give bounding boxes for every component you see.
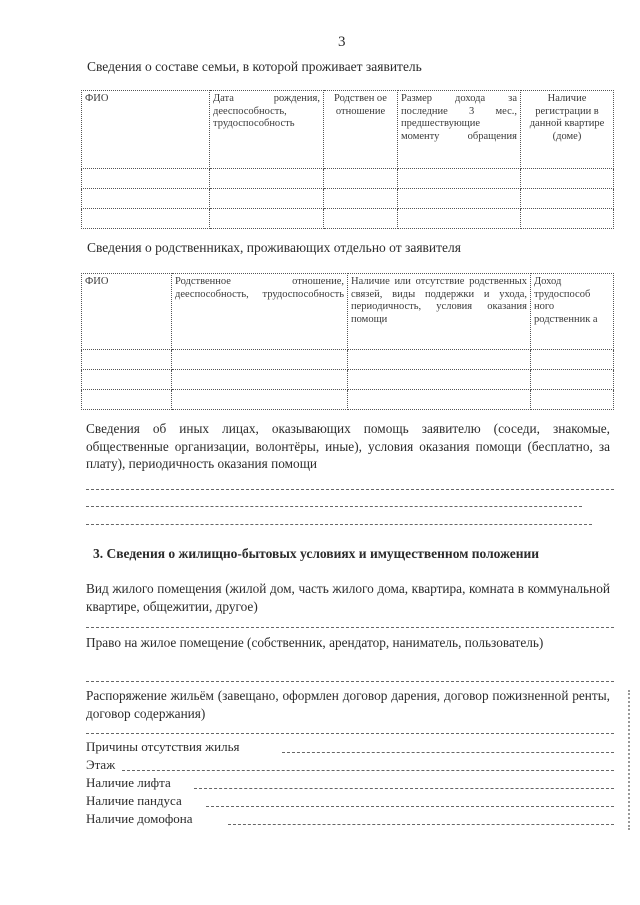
table-cell[interactable]: [398, 169, 521, 189]
table-cell[interactable]: [82, 390, 172, 410]
intercom-input[interactable]: [228, 824, 614, 825]
table-cell[interactable]: [82, 350, 172, 370]
relatives-table: [81, 273, 614, 410]
table-cell[interactable]: [82, 189, 210, 209]
relatives-header-relation: Родственное отношение, дееспособность, трудоспособность: [172, 274, 348, 350]
table-cell[interactable]: [210, 169, 324, 189]
scan-edge-mark: [628, 690, 632, 830]
table-cell[interactable]: [348, 390, 531, 410]
table-cell[interactable]: [324, 209, 398, 229]
others-answer-line-1[interactable]: [86, 489, 614, 490]
table-cell[interactable]: [324, 189, 398, 209]
table-row: [82, 350, 614, 370]
housing-section-title: 3. Сведения о жилищно-бытовых условиях и имущественном положении: [93, 546, 540, 561]
table-cell[interactable]: [172, 390, 348, 410]
table-cell[interactable]: [398, 209, 521, 229]
floor-input[interactable]: [122, 770, 614, 771]
table-cell[interactable]: [82, 169, 210, 189]
table-cell[interactable]: [324, 169, 398, 189]
family-table-header-row: [82, 91, 614, 169]
relatives-header-income: Доход трудоспособ ного родственник а: [531, 274, 614, 350]
family-header-registration: Наличие регистрации в данной квартире (доме): [521, 91, 614, 169]
page-number: 3: [338, 34, 346, 50]
others-section-text: Сведения об иных лицах, оказывающих помощь заявителю (соседи, знакомые, общественные организации, волонтёры, иные), условия оказания помощи (бесплатно, за плату), периодичность оказания помощи: [86, 421, 610, 471]
field-label-no-housing-reason: Причины отсутствия жилья: [86, 739, 240, 754]
housing-disposal-text: Распоряжение жильём (завещано, оформлен договор дарения, договор пожизненной ренты, договор содержания): [86, 688, 610, 721]
table-cell[interactable]: [348, 350, 531, 370]
relatives-table-header-row: [82, 274, 614, 350]
table-row: [82, 390, 614, 410]
field-label-ramp: Наличие пандуса: [86, 793, 182, 808]
family-header-fio: ФИО: [82, 91, 210, 169]
table-cell[interactable]: [398, 189, 521, 209]
housing-disposal-answer-line[interactable]: [86, 733, 614, 734]
table-cell[interactable]: [521, 169, 614, 189]
table-cell[interactable]: [521, 209, 614, 229]
family-header-birth: Дата рождения, дееспособность, трудоспособность: [210, 91, 324, 169]
housing-type-text: Вид жилого помещения (жилой дом, часть жилого дома, квартира, комната в коммунальной квартире, общежитии, другое): [86, 581, 610, 614]
housing-right-answer-line[interactable]: [86, 681, 614, 682]
housing-right-text: Право на жилое помещение (собственник, арендатор, наниматель, пользователь): [86, 635, 544, 650]
table-cell[interactable]: [82, 370, 172, 390]
table-cell[interactable]: [210, 209, 324, 229]
table-row: [82, 189, 614, 209]
table-row: [82, 209, 614, 229]
table-cell[interactable]: [172, 350, 348, 370]
table-cell[interactable]: [531, 370, 614, 390]
no-housing-reason-input[interactable]: [282, 752, 614, 753]
others-answer-line-2[interactable]: [86, 506, 582, 507]
relatives-header-fio: ФИО: [82, 274, 172, 350]
ramp-input[interactable]: [206, 806, 614, 807]
family-section-title: Сведения о составе семьи, в которой проживает заявитель: [87, 59, 422, 74]
field-label-floor: Этаж: [86, 757, 116, 772]
table-cell[interactable]: [521, 189, 614, 209]
table-row: [82, 370, 614, 390]
relatives-header-support: Наличие или отсутствие родственных связей, виды поддержки и ухода, периодичность, условия оказания помощи: [348, 274, 531, 350]
table-cell[interactable]: [531, 390, 614, 410]
elevator-input[interactable]: [194, 788, 614, 789]
family-header-income: Размер дохода за последние 3 мес., предшествующие моменту обращения: [398, 91, 521, 169]
family-header-relation: Родствен ое отношение: [324, 91, 398, 169]
table-row: [82, 169, 614, 189]
others-answer-line-3[interactable]: [86, 524, 592, 525]
table-cell[interactable]: [172, 370, 348, 390]
relatives-section-title: Сведения о родственниках, проживающих отдельно от заявителя: [87, 240, 461, 255]
table-cell[interactable]: [210, 189, 324, 209]
table-cell[interactable]: [531, 350, 614, 370]
family-table: [81, 90, 614, 229]
field-label-elevator: Наличие лифта: [86, 775, 171, 790]
housing-type-answer-line[interactable]: [86, 627, 614, 628]
table-cell[interactable]: [348, 370, 531, 390]
table-cell[interactable]: [82, 209, 210, 229]
field-label-intercom: Наличие домофона: [86, 811, 193, 826]
